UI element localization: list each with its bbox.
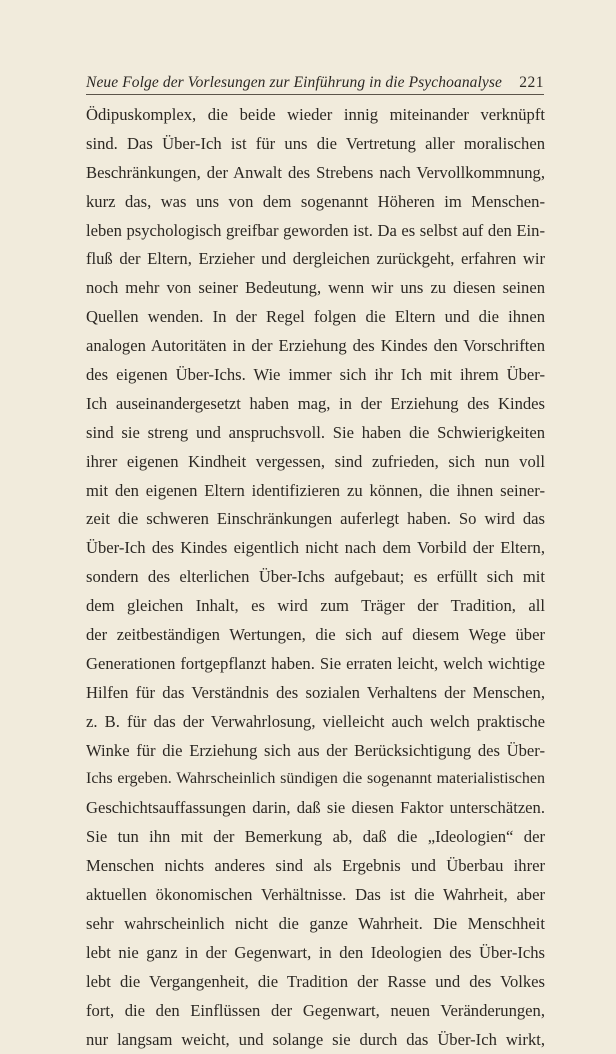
text-line: Über-Ich des Kindes eigentlich nicht nach dem Vorbild der Eltern,: [86, 534, 545, 563]
text-line: Generationen fortgepflanzt haben. Sie erraten leicht, welch wichtige: [86, 650, 545, 679]
header-rule: [86, 94, 544, 95]
text-line: Beschränkungen, der Anwalt des Strebens nach Vervollkommnung,: [86, 159, 545, 188]
text-line: der zeitbeständigen Wertungen, die sich auf diesem Wege über: [86, 621, 545, 650]
text-line: Ödipuskomplex, die beide wieder innig miteinander verknüpft: [86, 101, 545, 130]
text-line: kurz das, was uns von dem sogenannt Höheren im Menschen-: [86, 188, 545, 217]
text-line: Menschen nichts anderes sind als Ergebnis und Überbau ihrer: [86, 852, 545, 881]
text-line: dem gleichen Inhalt, es wird zum Träger der Tradition, all: [86, 592, 545, 621]
text-line: Quellen wenden. In der Regel folgen die Eltern und die ihnen: [86, 303, 545, 332]
text-line: Winke für die Erziehung sich aus der Berücksichtigung des Über-: [86, 737, 545, 766]
text-line: analogen Autoritäten in der Erziehung des Kindes den Vorschriften: [86, 332, 545, 361]
text-line: sehr wahrscheinlich nicht die ganze Wahrheit. Die Menschheit: [86, 910, 545, 939]
body-text: [86, 101, 545, 1054]
text-line: sind. Das Über-Ich ist für uns die Vertretung aller moralischen: [86, 130, 545, 159]
text-line: Sie tun ihn mit der Bemerkung ab, daß die „Ideologien“ der: [86, 823, 545, 852]
text-line: fluß der Eltern, Erzieher und dergleichen zurückgeht, erfahren wir: [86, 245, 545, 274]
running-head-title: Neue Folge der Vorlesungen zur Einführung in die Psychoanalyse: [86, 74, 502, 92]
text-line: lebt die Vergangenheit, die Tradition der Rasse und des Volkes: [86, 968, 545, 997]
text-line: noch mehr von seiner Bedeutung, wenn wir uns zu diesen seinen: [86, 274, 545, 303]
text-line: Ich auseinandergesetzt haben mag, in der Erziehung des Kindes: [86, 390, 545, 419]
text-line: sondern des elterlichen Über-Ichs aufgebaut; es erfüllt sich mit: [86, 563, 545, 592]
text-line: sind sie streng und anspruchsvoll. Sie haben die Schwierigkeiten: [86, 419, 545, 448]
text-line: nur langsam weicht, und solange sie durch das Über-Ich wirkt,: [86, 1026, 545, 1054]
text-line: lebt nie ganz in der Gegenwart, in den Ideologien des Über-Ichs: [86, 939, 545, 968]
text-line: aktuellen ökonomischen Verhältnisse. Das ist die Wahrheit, aber: [86, 881, 545, 910]
text-line: Ichs ergeben. Wahrscheinlich sündigen die sogenannt materialistischen: [86, 765, 545, 794]
text-line: zeit die schweren Einschränkungen auferlegt haben. So wird das: [86, 505, 545, 534]
page-number: 221: [519, 74, 544, 92]
running-head: [86, 74, 544, 92]
text-line: ihrer eigenen Kindheit vergessen, sind zufrieden, sich nun voll: [86, 448, 545, 477]
text-line: des eigenen Über-Ichs. Wie immer sich ihr Ich mit ihrem Über-: [86, 361, 545, 390]
text-line: leben psychologisch greifbar geworden ist. Da es selbst auf den Ein-: [86, 217, 545, 246]
text-line: z. B. für das der Verwahrlosung, vielleicht auch welch praktische: [86, 708, 545, 737]
text-line: Geschichtsauffassungen darin, daß sie diesen Faktor unterschätzen.: [86, 794, 545, 823]
text-line: mit den eigenen Eltern identifizieren zu können, die ihnen seiner-: [86, 477, 545, 506]
text-line: Hilfen für das Verständnis des sozialen Verhaltens der Menschen,: [86, 679, 545, 708]
text-line: fort, die den Einflüssen der Gegenwart, neuen Veränderungen,: [86, 997, 545, 1026]
